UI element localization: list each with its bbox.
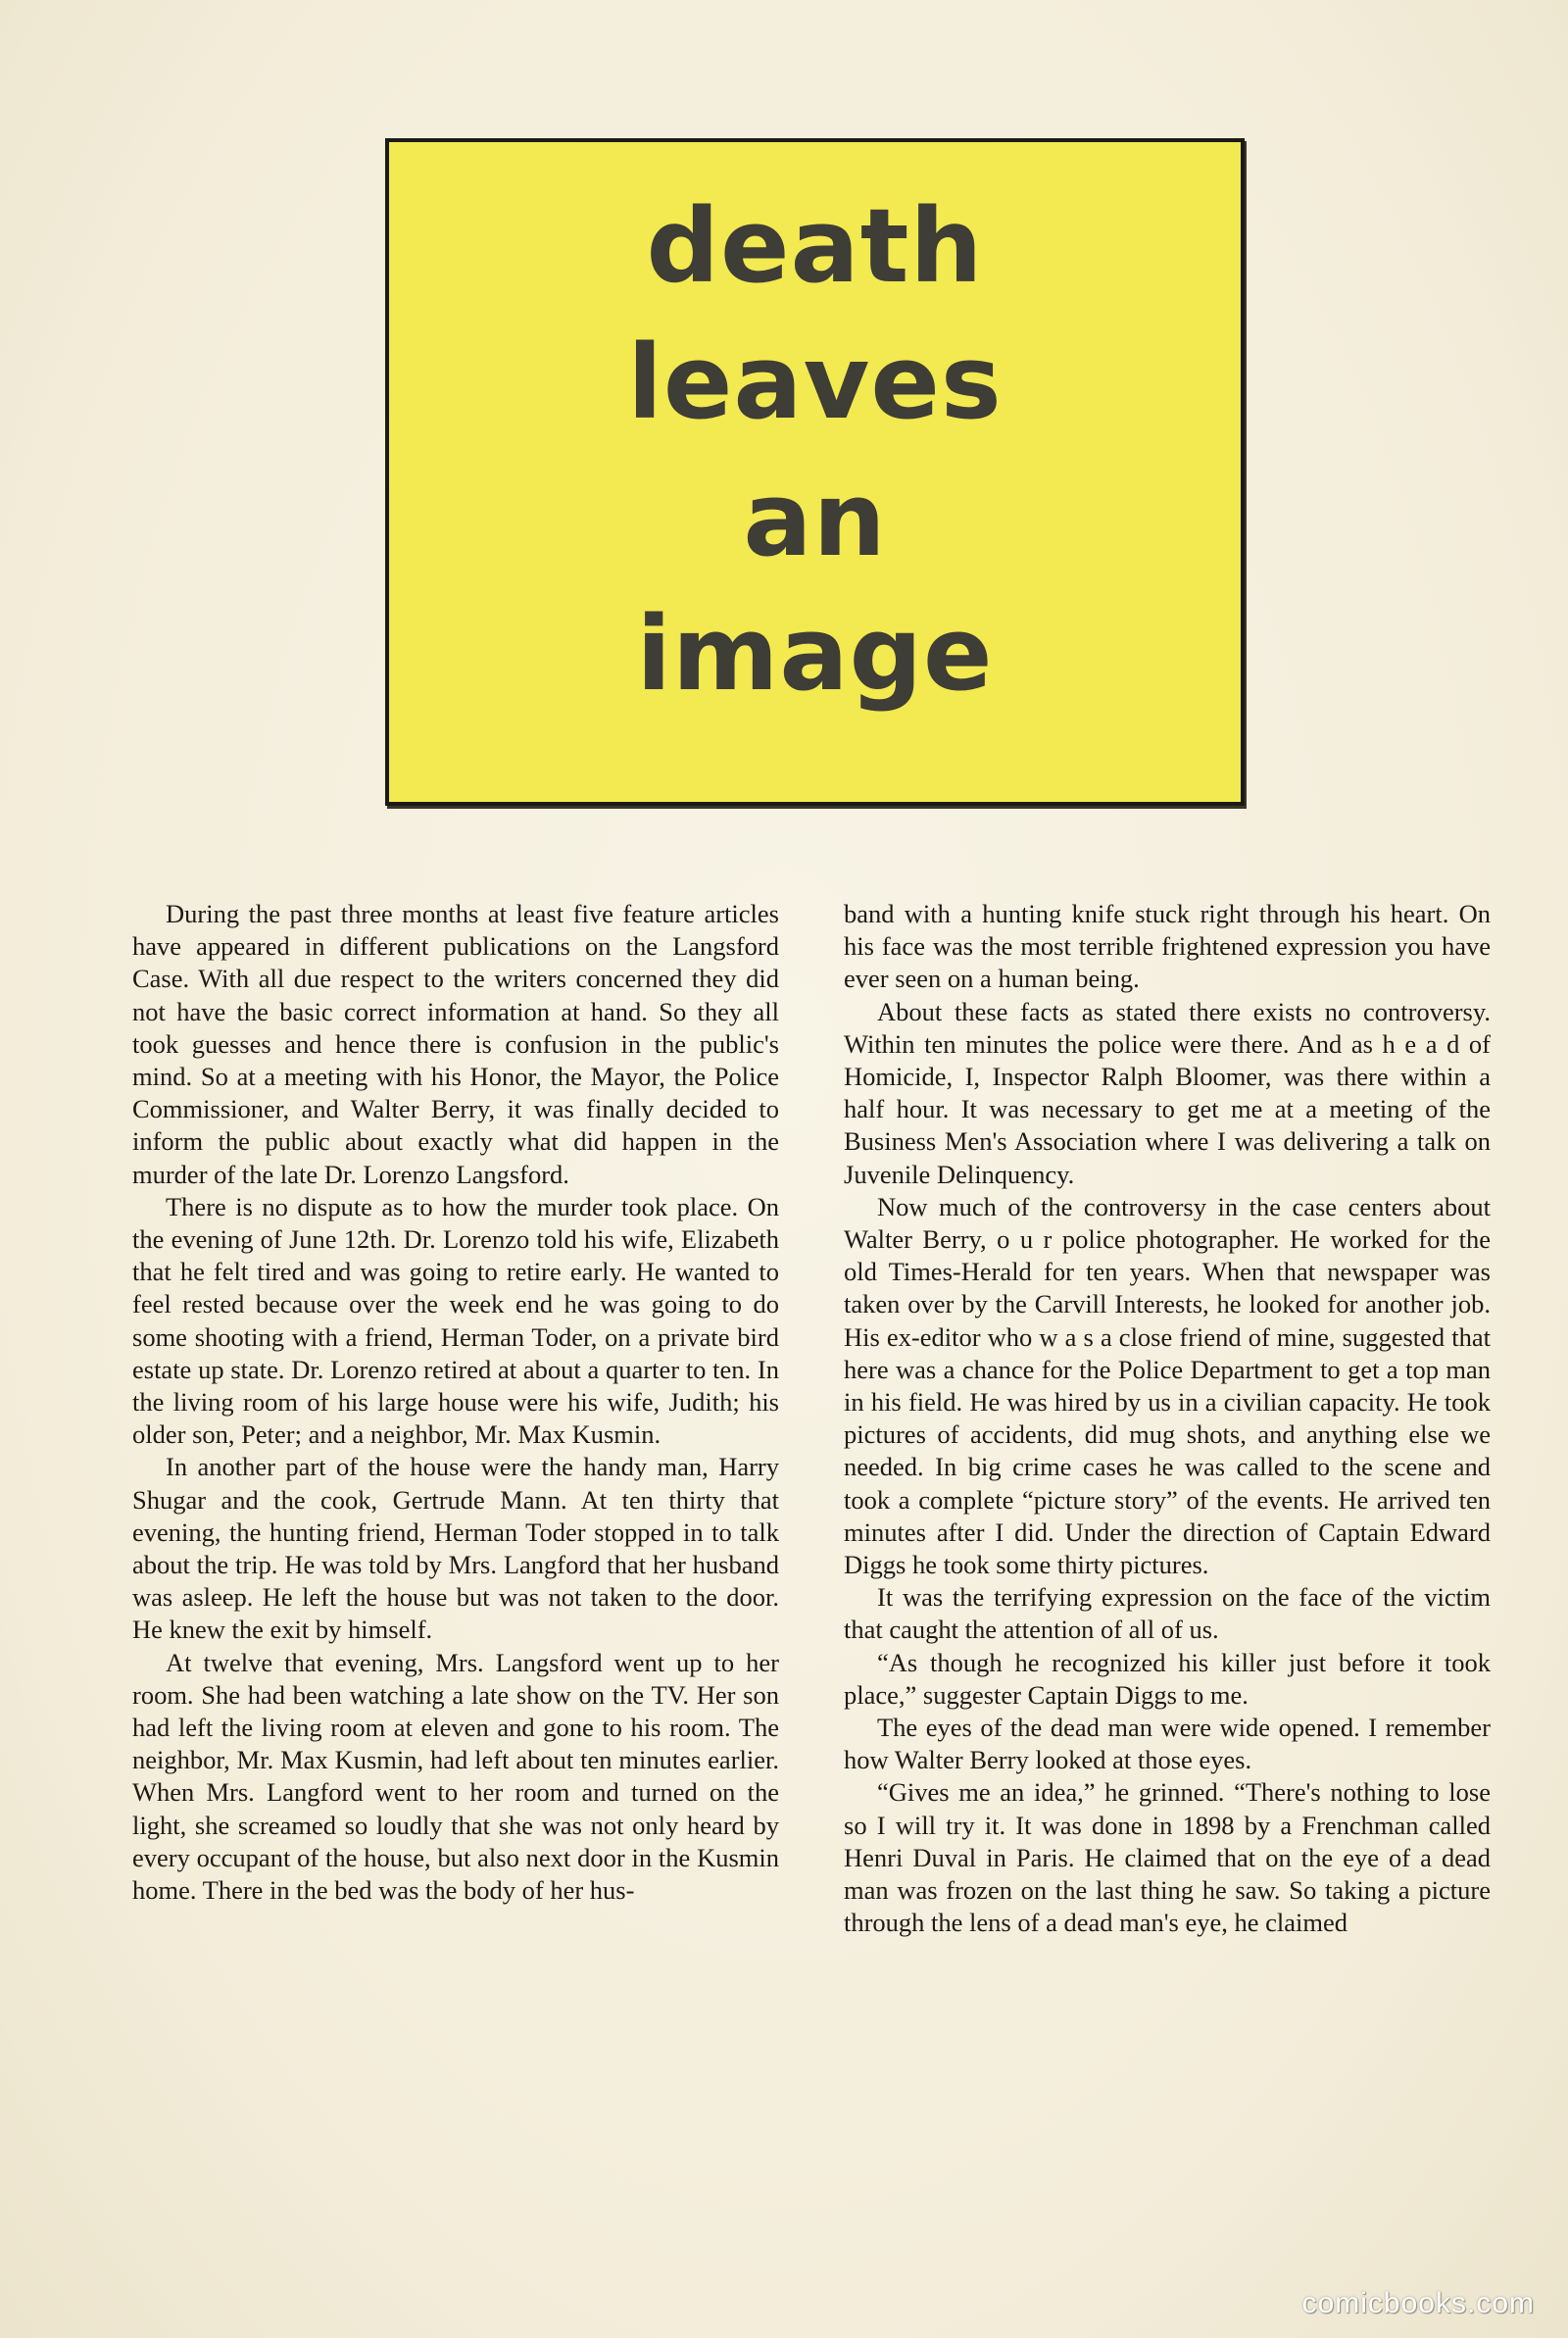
paragraph: In another part of the house were the handy man, Harry Shugar and the cook, Gertrude Mann. At ten thirty that evening, the hunting friend, Herman Toder stopped in to talk about the trip. He was told by Mrs. Langford that her husband was asleep. He left the house but was not taken to the door. He knew the exit by himself. (132, 1452, 779, 1645)
paragraph: During the past three months at least five feature articles have appeared in different publications on the Langsford Case. With all due respect to the writers concerned they did not have the basic correct information at hand. So they all took guesses and hence there is confusion in the public's mind. So at a meeting with his Honor, the Mayor, the Police Commissioner, and Walter Berry, it was finally decided to inform the public about exactly what did happen in the murder of the late Dr. Lorenzo Langsford. (132, 899, 779, 1189)
paragraph-continued: band with a hunting knife stuck right through his heart. On his face was the most terrible frightened expression you have ever seen on a human being. (844, 899, 1491, 994)
watermark: comicbooks.com (1301, 2287, 1535, 2319)
paragraph: There is no dispute as to how the murder took place. On the evening of June 12th. Dr. Lorenzo told his wife, Elizabeth that he felt tired and was going to retire early. He wanted to feel rested because over the week end he was going to do some shooting with a friend, Herman Toder, on a private bird estate up state. Dr. Lorenzo retired at about a quarter to ten. In the living room of his large house were his wife, Judith; his older son, Peter; and a neighbor, Mr. Max Kusmin. (132, 1191, 779, 1450)
paragraph: About these facts as stated there exists no controversy. Within ten minutes the police were there. And as h e a d of Homicide, I, Inspector Ralph Bloomer, was there within a half hour. It was necessary to get me at a meeting of the Business Men's Association where I was delivering a talk on Juvenile Delinquency. (844, 996, 1491, 1189)
article-column-left (132, 898, 779, 1907)
title-word-death: death (646, 186, 984, 306)
paragraph: Now much of the controversy in the case centers about Walter Berry, o u r police photographer. He worked for the old Times-Herald for ten years. When that newspaper was taken over by the Carvill Interests, he looked for another job. His ex-editor who w a s a close friend of mine, suggested that here was a chance for the Police Department to get a top man in his field. He was hired by us in a civilian capacity. He took pictures of accidents, did mug shots, and anything else we needed. In big crime cases he was called to the scene and took a complete “picture story” of the events. He arrived ten minutes after I did. Under the direction of Captain Edward Diggs he took some thirty pictures. (844, 1191, 1491, 1580)
title-banner (385, 138, 1245, 806)
paragraph: “Gives me an idea,” he grinned. “There's nothing to lose so I will try it. It was done in 1898 by a Frenchman called Henri Duval in Paris. He claimed that on the eye of a dead man was frozen on the last thing he saw. So taking a picture through the lens of a dead man's eye, he claimed (844, 1777, 1491, 1938)
article-column-right (844, 898, 1491, 1940)
title-word-leaves: leaves (627, 323, 1003, 442)
paragraph: The eyes of the dead man were wide opened. I remember how Walter Berry looked at those eyes. (844, 1713, 1491, 1775)
paragraph: At twelve that evening, Mrs. Langsford went up to her room. She had been watching a late show on the TV. Her son had left the living room at eleven and gone to his room. The neighbor, Mr. Max Kusmin, had left about ten minutes earlier. When Mrs. Langford went to her room and turned on the light, she screamed so loudly that she was not only heard by every occupant of the house, but also next door in the Kusmin home. There in the bed was the body of her hus- (132, 1647, 779, 1906)
title-word-image: image (636, 594, 994, 714)
paragraph: It was the terrifying expression on the face of the victim that caught the attention of all of us. (844, 1582, 1491, 1645)
title-word-an: an (743, 460, 887, 579)
paragraph: “As though he recognized his killer just before it took place,” suggester Captain Diggs to me. (844, 1647, 1491, 1710)
